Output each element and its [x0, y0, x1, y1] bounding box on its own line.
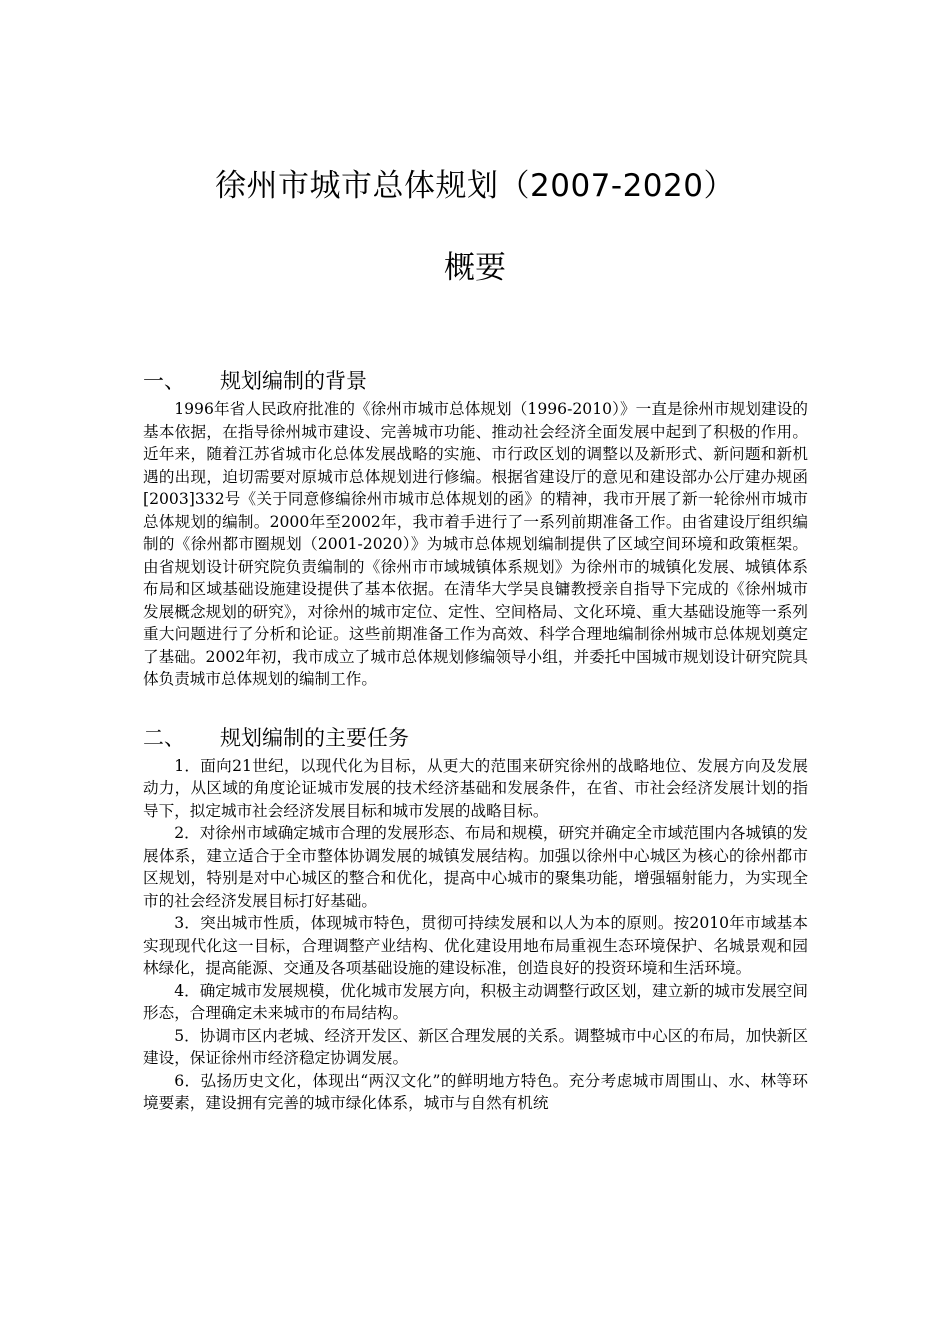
section-main-tasks: [143, 721, 808, 1115]
section-number: 一、: [143, 369, 185, 393]
document-subtitle: 概要: [444, 250, 506, 286]
document-body: [143, 364, 808, 1115]
section-spacer: [143, 691, 808, 721]
paragraph: 1996年省人民政府批准的《徐州市城市总体规划（1996-2010）》一直是徐州市规划建设的基本依据，在指导徐州城市建设、完善城市功能、推动社会经济全面发展中起到了积极的作用。近年来，随着江苏省城市化总体发展战略的实施、市行政区划的调整以及新形式、新问题和新机遇的出现，迫切需要对原城市总体规划进行修编。根据省建设厅的意见和建设部办公厅建办规函[2003]332号《关于同意修编徐州市城市总体规划的函》的精神，我市开展了新一轮徐州市城市总体规划的编制。2000年至2002年，我市着手进行了一系列前期准备工作。由省建设厅组织编制的《徐州都市圈规划（2001-2020）》为城市总体规划编制提供了区域空间环境和政策框架。由省规划设计研究院负责编制的《徐州市市域城镇体系规划》为徐州市的城镇化发展、城镇体系布局和区域基础设施建设提供了基本依据。在清华大学吴良镛教授亲自指导下完成的《徐州城市发展概念规划的研究》，对徐州的城市定位、定性、空间格局、文化环境、重大基础设施等一系列重大问题进行了分析和论证。这些前期准备工作为高效、科学合理地编制徐州城市总体规划奠定了基础。2002年初，我市成立了城市总体规划修编领导小组，并委托中国城市规划设计研究院具体负责城市总体规划的编制工作。: [143, 400, 808, 688]
section-heading: [143, 721, 808, 755]
section-heading-text: 规划编制的主要任务: [220, 725, 409, 750]
document-title: 徐州市城市总体规划（2007-2020）: [215, 168, 735, 204]
paragraph: 4．确定城市发展规模，优化城市发展方向，积极主动调整行政区划，建立新的城市发展空间形态，合理确定未来城市的布局结构。: [143, 981, 808, 1022]
section-background: [143, 364, 808, 691]
paragraph: 6．弘扬历史文化，体现出“两汉文化”的鲜明地方特色。充分考虑城市周围山、水、林等环境要素，建设拥有完善的城市绿化体系，城市与自然有机统: [143, 1071, 808, 1112]
paragraph: 1．面向21世纪，以现代化为目标，从更大的范围来研究徐州的战略地位、发展方向及发展动力，从区域的角度论证城市发展的技术经济基础和发展条件，在省、市社会经济发展计划的指导下，拟定城市社会经济发展目标和城市发展的战略目标。: [143, 756, 808, 820]
section-number: 二、: [143, 725, 185, 750]
paragraph: 2．对徐州市域确定城市合理的发展形态、布局和规模，研究并确定全市域范围内各城镇的发展体系，建立适合于全市整体协调发展的城镇发展结构。加强以徐州中心城区为核心的徐州都市区规划，特别是对中心城区的整合和优化，提高中心城市的聚集功能，增强辐射能力，为实现全市的社会经济发展目标打好基础。: [143, 824, 808, 910]
paragraph: 5．协调市区内老城、经济开发区、新区合理发展的关系。调整城市中心区的布局，加快新区建设，保证徐州市经济稳定协调发展。: [143, 1026, 808, 1067]
section-heading: [143, 364, 808, 398]
paragraph: 3．突出城市性质，体现城市特色，贯彻可持续发展和以人为本的原则。按2010年市域基本实现现代化这一目标，合理调整产业结构、优化建设用地布局重视生态环境保护、名城景观和园林绿化，提高能源、交通及各项基础设施的建设标准，创造良好的投资环境和生活环境。: [143, 914, 808, 977]
section-heading-text: 规划编制的背景: [220, 369, 367, 393]
